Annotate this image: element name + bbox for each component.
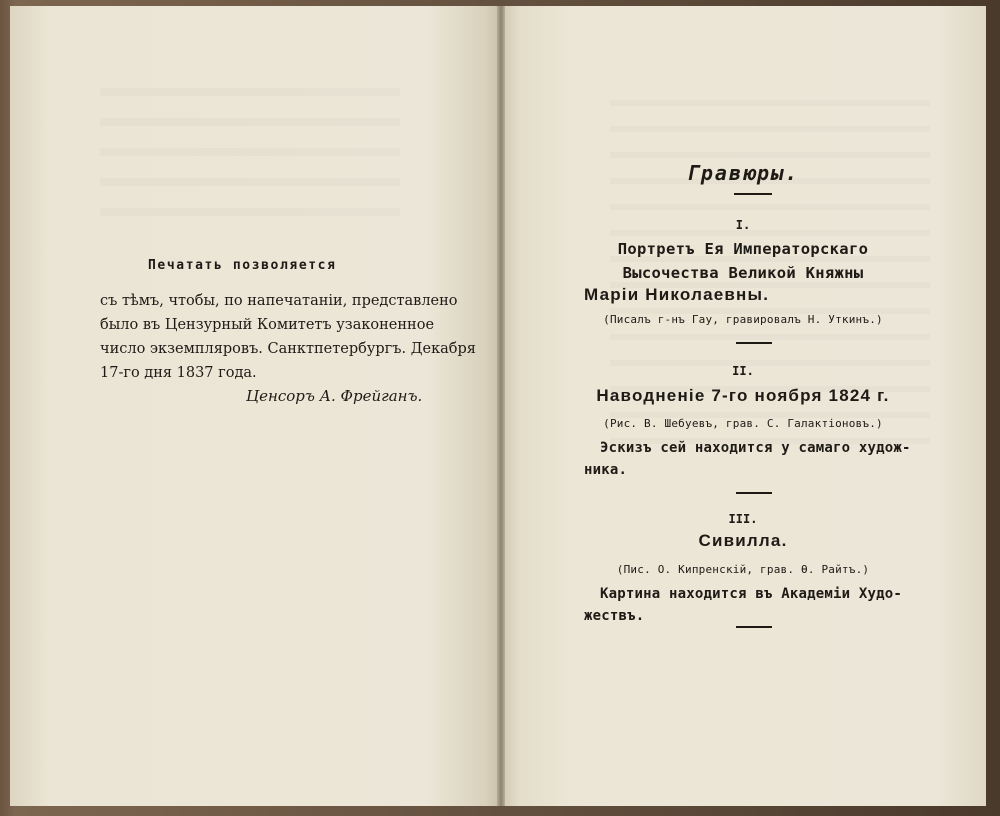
show-through-left [100, 88, 400, 218]
section-line: Высочества Великой Княжны [622, 264, 864, 282]
divider [734, 193, 772, 195]
section-body-line: Картина находится въ Академіи Худо- [600, 586, 903, 602]
section-numeral: II. [732, 364, 754, 378]
divider [736, 626, 772, 628]
section-body-line: Эскизъ сей находится у самаго худож- [600, 440, 911, 456]
section-credit: (Пис. О. Кипренскій, грав. Ѳ. Райтъ.) [616, 563, 870, 576]
section-body-line: ника. [584, 462, 628, 478]
imprimatur-heading: Печатать позволяется [148, 258, 337, 273]
section-credit: (Писалъ г-нъ Гау, гравировалъ Н. Уткинъ.) [603, 313, 883, 326]
section-numeral: I. [735, 218, 751, 232]
censor-signature: Ценсоръ А. Фрейганъ. [246, 387, 423, 405]
section-numeral: III. [728, 512, 758, 526]
paragraph-line: число экземпляровъ. Санктпетербургъ. Декабря [100, 341, 476, 357]
section-line: Портретъ Ея Императорскаго [617, 240, 869, 258]
paragraph-line: было въ Цензурный Комитетъ узаконенное [100, 317, 435, 333]
section-body-line: жествъ. [584, 608, 645, 624]
paragraph-line: съ тѣмъ, чтобы, по напечатаніи, представлено [100, 293, 458, 309]
divider [736, 492, 772, 494]
page-title: Гравюры. [686, 161, 800, 185]
paragraph-line: 17-го дня 1837 года. [100, 365, 257, 381]
section-line: Маріи Николаевны. [584, 285, 770, 304]
section-heading: Сивилла. [698, 531, 788, 550]
section-heading: Наводненіе 7-го ноября 1824 г. [596, 386, 890, 405]
section-credit: (Рис. В. Шебуевъ, грав. С. Галактіоновъ.) [603, 417, 883, 430]
divider [736, 342, 772, 344]
engravings-list [500, 6, 986, 806]
